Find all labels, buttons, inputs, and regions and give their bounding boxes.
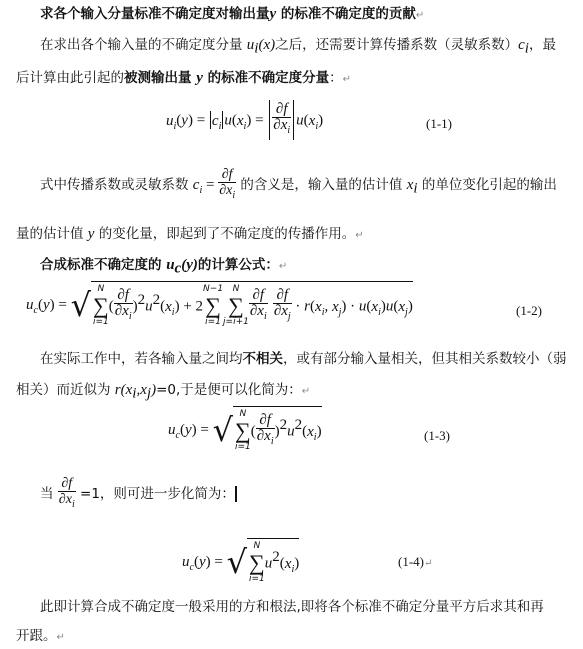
equation-1-1: $u_i(y) = c_i$ $u(x_i)$ = $\frac{\partial f}{\partial x_i}$ $u(x_i)$ xyxy=(166,100,323,140)
para3-line2: 相关）而近似为 $r(x_i,x_j)=0$,于是便可以化简为：↵ xyxy=(16,382,311,402)
equation-number-1-4: (1-4)↵ xyxy=(398,554,433,569)
equation-1-2: $u_c(y)$ = √ N ∑ i=1 ( $\frac{\partial f}{\partial x_i}$ )$^2u^2(x_i) + 2$ N−1 ∑ i=1 N ∑ j=i+1 $\frac{\partial f}{\partial x_i}$ $\frac{\partial f}{\partial x_j}$ · $r(x_i$, $x_j) \cdot u(x_i)u(x_j)$ xyxy=(26,281,413,328)
para2-line2: 量的估计值 y 的变化量，即起到了不确定度的传播作用。↵ xyxy=(16,226,364,242)
para2-line1: 式中传播系数或灵敏系数 $c_i$ = $\frac{\partial f}{\partial x_i}$ 的含义是，输入量的估计值 $x_i$ 的单位变化引起的输出 xyxy=(40,167,557,201)
equation-1-3: $u_c(y)$ = √ N ∑ i=1 ( $\frac{\partial f}{\partial x_i}$ )$^2u^2(x_i)$ xyxy=(168,406,322,453)
equation-1-4: $u_c(y)$ = √ N ∑ i=1 $u^2(x_i)$ xyxy=(182,538,299,585)
para3-line1: 在实际工作中，若各输入量之间均不相关，或有部分输入量相关，但其相关系数较小（弱 xyxy=(40,351,567,367)
para5-line2: 开跟。↵ xyxy=(16,628,65,644)
equation-number-1-1: (1-1) xyxy=(426,116,452,131)
equation-number-1-3: (1-3) xyxy=(424,428,450,443)
para1-line1: 在求出各个输入量的不确定度分量 $u_i(x)$之后，还需要计算传播系数（灵敏系数）$c_i$，最 xyxy=(40,37,556,57)
equation-number-1-2: (1-2) xyxy=(516,303,542,318)
combined-uncertainty-heading: 合成标准不确定度的 $u_c(y)$的计算公式：↵ xyxy=(40,257,288,277)
para1-line2: 后计算由此引起的被测输出量 y 的标准不确定度分量：↵ xyxy=(16,70,351,86)
section-heading: 求各个输入分量标准不确定度对输出量y 的标准不确定度的贡献↵ xyxy=(40,6,425,22)
para4: 当 $\frac{\partial f}{\partial x_i}$ =1，则可进一步化简为： xyxy=(40,476,235,510)
text-cursor xyxy=(235,486,237,502)
para5-line1: 此即计算合成不确定度一般采用的方和根法,即将各个标准不确定分量平方后求其和再 xyxy=(40,599,544,615)
